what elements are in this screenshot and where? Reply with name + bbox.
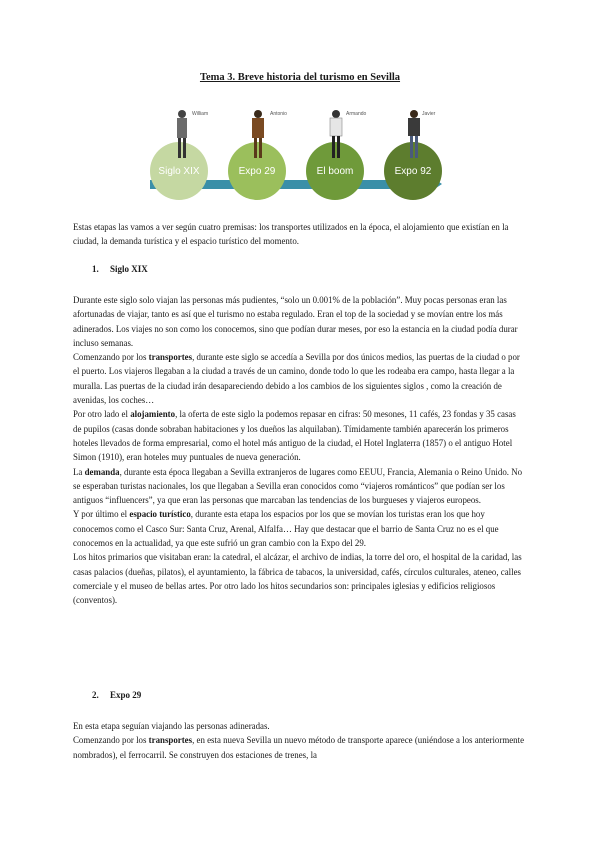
- person-name: Armando: [346, 111, 367, 117]
- person-name: Javier: [422, 111, 436, 117]
- person-name: Antonio: [270, 111, 287, 117]
- stage-label: Siglo XIX: [158, 165, 200, 177]
- paragraph-espacio: Y por último el espacio turístico, durante esta etapa los espacios por los que se movían los turistas eran los que hoy conocemos como el Casco Sur: Santa Cruz, Arenal, Alfalfa… Hay que destacar que el barrio de Santa Cruz no es el que conocemos en la actualidad, ya que este sufrió un gran cambio con la Expo del 29.: [73, 509, 499, 549]
- section-title: Siglo XIX: [110, 264, 148, 274]
- section-body-siglo-xix: [73, 293, 525, 608]
- person-name: William: [192, 111, 209, 117]
- section-body-expo-29: [73, 719, 525, 762]
- paragraph-transportes: Comenzando por los transportes, en esta nueva Sevilla un nuevo método de transporte aparece (uniéndose a los anteriormente nombrados), el ferrocarril. Se construyen dos estaciones de trenes, la: [73, 735, 525, 760]
- section-heading-siglo-xix: [92, 264, 148, 274]
- person-figure-icon: [246, 108, 270, 162]
- intro-paragraph: Estas etapas las vamos a ver según cuatro premisas: los transportes utilizados en la época, el alojamiento que existían en la ciudad, la demanda turística y el espacio turístico del momento.: [73, 222, 509, 247]
- timeline-diagram: [150, 108, 450, 198]
- person-figure-icon: [170, 108, 194, 162]
- section-number: 2.: [92, 690, 99, 700]
- paragraph: Los hitos primarios que visitaban eran: la catedral, el alcázar, el archivo de indias, la torre del oro, el hospital de la caridad, las casas palacios (dueñas, pilatos), el ayuntamiento, la fábrica de tabacos, la universidad, cafés, círculos culturales, ateneo, calles comerciale y el museo de bellas artes. Por otro lado los hitos secundarios son: principales iglesias y edificios religiosos (conventos).: [73, 552, 522, 606]
- stage-label: El boom: [316, 165, 354, 177]
- stage-label: Expo 92: [394, 165, 432, 177]
- section-number: 1.: [92, 264, 99, 274]
- section-title: Expo 29: [110, 690, 142, 700]
- person-figure-icon: [324, 108, 348, 162]
- stage-label: Expo 29: [238, 165, 276, 177]
- paragraph: En esta etapa seguían viajando las personas adineradas.: [73, 721, 270, 731]
- paragraph-transportes: Comenzando por los transportes, durante este siglo se accedía a Sevilla por dos únicos medios, las puertas de la ciudad o por el puerto. Los viajeros llegaban a la ciudad a través de un camino, donde todo lo que les rodeaba era campo, hasta llegar a la muralla. Las puertas de la ciudad irán desapareciendo debido a los cambios de los siguientes siglos , como la creación de avenidas, los coches…: [73, 352, 520, 406]
- paragraph: Durante este siglo solo viajan las personas más pudientes, “solo un 0.001% de la población”. Muy pocas personas eran las afortunadas de viajar, tanto es así que el turismo no estaba regulado. Eran el top de la sociedad y se movían entre los más adinerados. Los viajes no son como los conocemos, sino que podían durar meses, por eso la estancia en la ciudad podía durar incluso semanas.: [73, 295, 518, 348]
- paragraph-demanda: La demanda, durante esta época llegaban a Sevilla extranjeros de lugares como EEUU, Francia, Alemania o Reino Unido. No se esperaban turistas nacionales, los que llegaban a Sevilla eran conocidos como “viajeros románticos” que podían ser los antiguos “influencers”, ya que eran las personas que marcaban las tendencias de los burgueses y viajeros europeos.: [73, 466, 523, 506]
- section-heading-expo-29: [92, 690, 141, 700]
- paragraph-alojamiento: Por otro lado el alojamiento, la oferta de este siglo la podemos repasar en cifras: 50 mesones, 11 cafés, 23 fondas y 35 casas de pupilos (casas donde sobraban habitaciones y los dueños las alquilaban). Tímidamente también aparecerán los primeros hoteles llevados de forma empresarial, como el hotel más antiguo de la ciudad, el Hotel Inglaterra (1857) o el antiguo Hotel Simon (1910), eran hoteles muy puntuales de nueva generación.: [73, 409, 516, 463]
- document-title: Tema 3. Breve historia del turismo en Sevilla: [199, 72, 401, 83]
